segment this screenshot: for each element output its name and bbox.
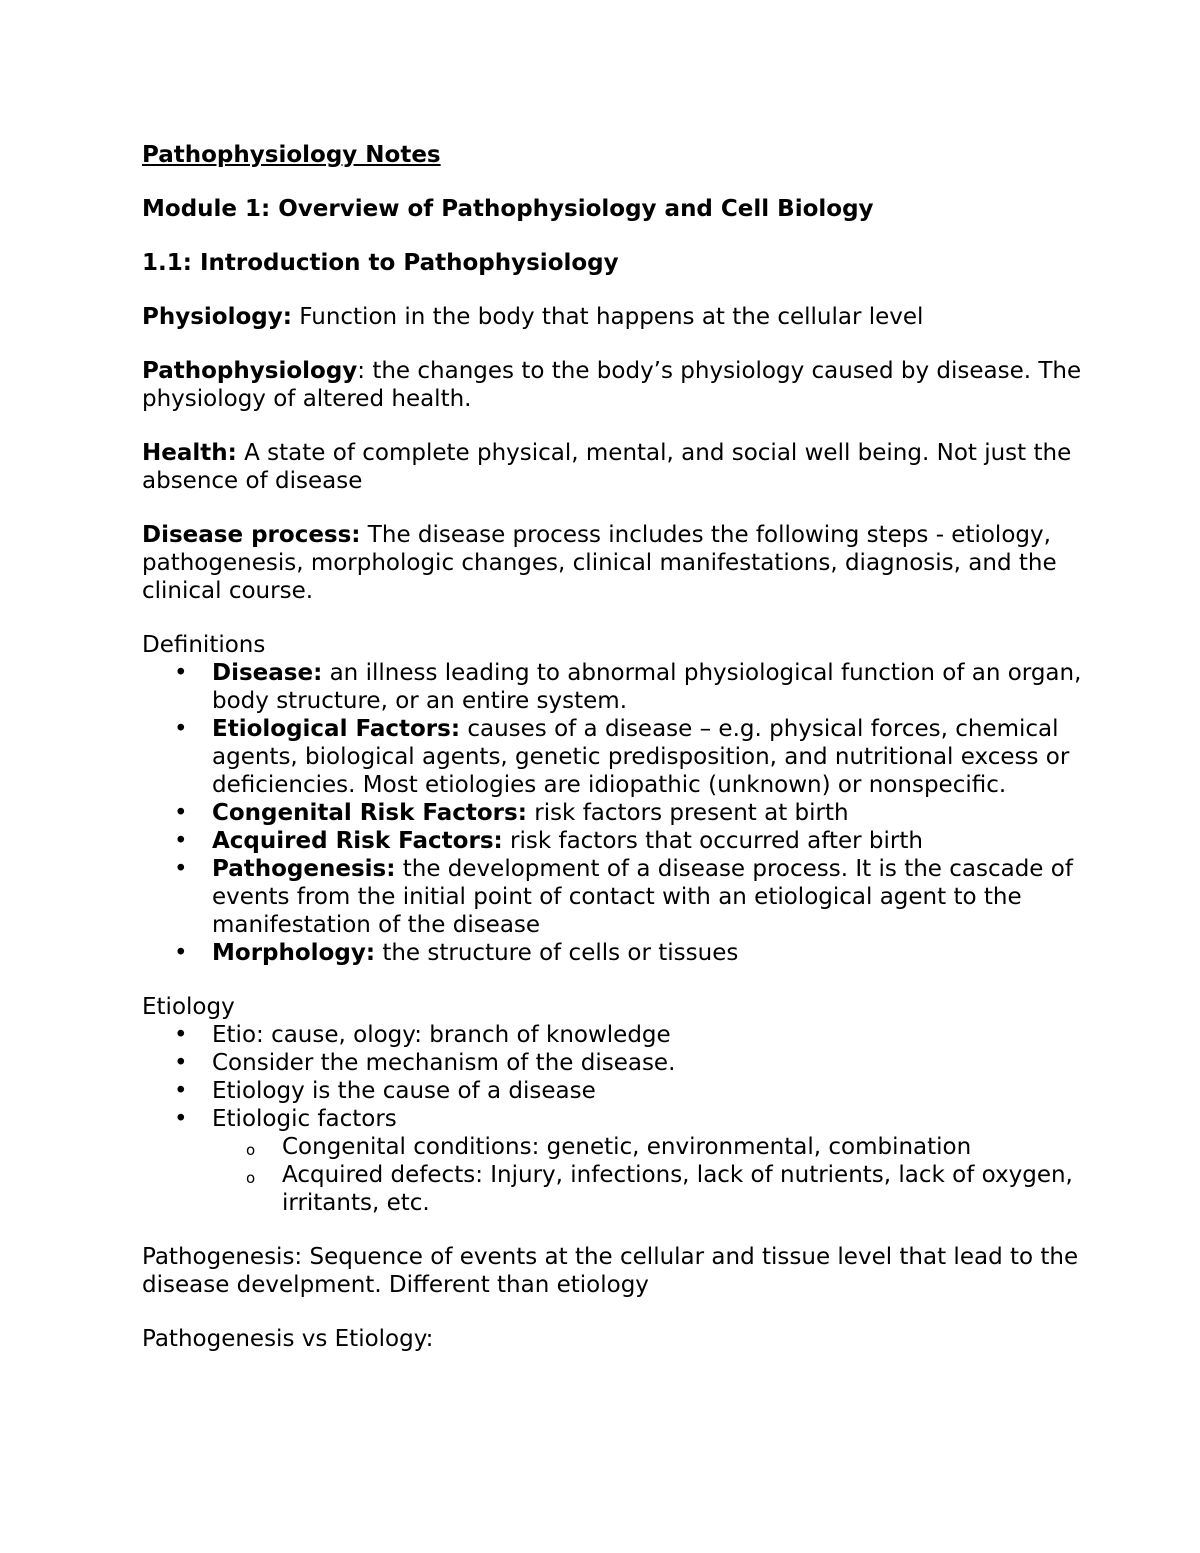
pathophysiology-paragraph (142, 357, 1082, 413)
definition-text: risk factors present at birth (526, 800, 849, 826)
paragraph-term: Physiology: (142, 304, 292, 330)
definition-text: an illness leading to abnormal physiological function of an organ, body structure, or an entire system. (212, 660, 1082, 714)
list-item (212, 659, 1082, 715)
definition-text: causes of a disease – e.g. physical forces, chemical agents, biological agents, genetic predisposition, and nutritional excess or deficiencies. Most etiologies are idiopathic (unknown) or nonspecific. (212, 716, 1070, 798)
list-item (212, 799, 1082, 827)
definition-term: Etiological Factors: (212, 716, 461, 742)
list-item: • Consider the mechanism of the disease. (212, 1049, 1082, 1077)
physiology-paragraph (142, 303, 1082, 331)
section-heading: 1.1: Introduction to Pathophysiology (142, 250, 619, 276)
etiologic-factors-sublist (212, 1133, 1082, 1217)
sublist-item: o Acquired defects: Injury, infections, lack of nutrients, lack of oxygen, irritants, etc. (282, 1161, 1082, 1217)
etiology-list (142, 1021, 1082, 1217)
document-page (142, 141, 1082, 1379)
paragraph-text: The disease process includes the following steps - etiology, pathogenesis, morphologic changes, clinical manifestations, diagnosis, and the clinical course. (142, 522, 1057, 604)
pathogenesis-paragraph: Pathogenesis: Sequence of events at the cellular and tissue level that lead to the disease develpment. Different than etiology (142, 1244, 1079, 1298)
module-heading: Module 1: Overview of Pathophysiology and Cell Biology (142, 196, 874, 222)
list-item (212, 939, 1082, 967)
list-item (212, 855, 1082, 939)
list-item: • Etiology is the cause of a disease (212, 1077, 1082, 1105)
document-title: Pathophysiology Notes (142, 142, 441, 168)
paragraph-text: : the changes to the body’s physiology caused by disease. The physiology of altered health. (142, 358, 1082, 412)
etiology-title: Etiology (142, 994, 235, 1020)
definition-term: Congenital Risk Factors: (212, 800, 527, 826)
definition-term: Disease: (212, 660, 323, 686)
definition-term: Morphology: (212, 940, 376, 966)
disease-process-paragraph (142, 521, 1082, 605)
list-item-label: Etiologic factors (212, 1106, 397, 1132)
definition-text: risk factors that occurred after birth (502, 828, 923, 854)
definition-term: Pathogenesis: (212, 856, 396, 882)
list-item: • Etio: cause, ology: branch of knowledge (212, 1021, 1082, 1049)
paragraph-term: Disease process: (142, 522, 361, 548)
definitions-list (142, 659, 1082, 967)
health-paragraph (142, 439, 1082, 495)
paragraph-term: Pathophysiology (142, 358, 358, 384)
definitions-title: Definitions (142, 632, 266, 658)
pathogenesis-vs-etiology: Pathogenesis vs Etiology: (142, 1326, 434, 1352)
definition-text: the development of a disease process. It is the cascade of events from the initial point of contact with an etiological agent to the manifestation of the disease (212, 856, 1073, 938)
sublist-item: o Congenital conditions: genetic, environmental, combination (282, 1133, 1082, 1161)
paragraph-term: Health: (142, 440, 237, 466)
definition-term: Acquired Risk Factors: (212, 828, 503, 854)
paragraph-text: A state of complete physical, mental, and social well being. Not just the absence of disease (142, 440, 1072, 494)
list-item-etiologic-factors (212, 1105, 1082, 1217)
paragraph-text: Function in the body that happens at the cellular level (291, 304, 924, 330)
definition-text: the structure of cells or tissues (375, 940, 739, 966)
list-item (212, 715, 1082, 799)
list-item (212, 827, 1082, 855)
